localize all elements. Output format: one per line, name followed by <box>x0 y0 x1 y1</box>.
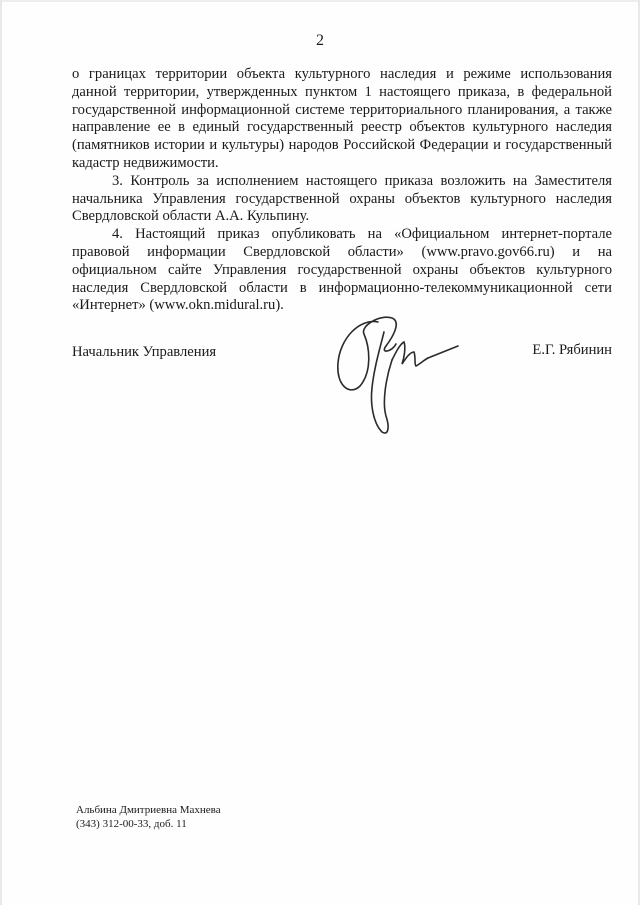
executor-name: Альбина Дмитриевна Махнева <box>76 804 221 816</box>
text-line: Свердловской области А.А. Кульпину. <box>72 208 310 225</box>
paragraph-item-3 <box>72 173 612 226</box>
page-number: 2 <box>316 32 324 49</box>
signer-position: Начальник Управления <box>72 344 217 360</box>
text-line: наследия (памятников истории и культуры) народов Российской Федерации <box>72 119 612 154</box>
scan-edge-left <box>0 0 2 905</box>
text-line: а также направление ее в единый государственный реестр объектов культурного <box>72 101 613 136</box>
text-line: данной территории, утвержденных пунктом 1 настоящего приказа, в федеральной <box>72 83 612 100</box>
text-line: «Интернет» (www.okn.midural.ru). <box>72 297 284 314</box>
text-line: о границах территории объекта культурного наследия и режиме использования <box>72 66 612 82</box>
scan-edge-top <box>0 0 640 2</box>
text-line: 3. Контроль за исполнением настоящего приказа возложить на Заместителя <box>112 172 612 189</box>
text-line: наследия Свердловской области в информационно-телекоммуникационной сети <box>72 279 612 296</box>
text-line: начальника Управления государственной охраны объектов культурного наследия <box>72 190 612 207</box>
paragraph-continuation <box>72 66 612 173</box>
executor-phone: (343) 312-00-33, доб. 11 <box>76 818 187 830</box>
text-line: правовой информации Свердловской области» (www.pravo.gov66.ru) <box>72 243 555 260</box>
document-body <box>72 66 612 315</box>
text-line: и государственный кадастр недвижимости. <box>72 137 612 171</box>
signer-name: Е.Г. Рябинин <box>532 342 612 358</box>
handwritten-signature-icon <box>330 308 470 438</box>
text-line: 4. Настоящий приказ опубликовать на «Официальном интернет-портале <box>112 226 612 243</box>
text-line: и на официальном сайте Управления государственной охраны объектов культурного <box>72 243 612 278</box>
text-line: государственной информационной системе территориального планирования, <box>72 101 559 118</box>
executor-info <box>76 803 221 831</box>
paragraph-item-4 <box>72 226 612 315</box>
